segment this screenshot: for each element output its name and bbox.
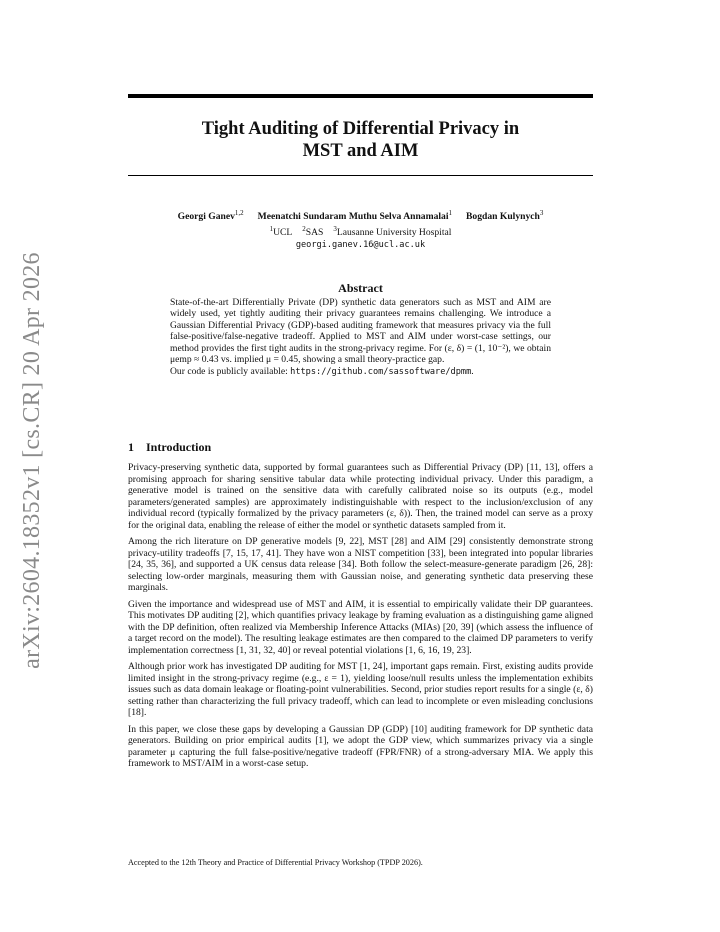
section-title: Introduction [146, 440, 212, 454]
footnote: Accepted to the 12th Theory and Practice of Differential Privacy Workshop (TPDP 2026). [128, 858, 423, 867]
author-1: Georgi Ganev$^{1,2}$ [177, 209, 244, 223]
affiliation-3: $^3$Lausanne University Hospital [333, 225, 452, 239]
title-top-rule [128, 94, 593, 98]
intro-paragraph-1: Privacy-preserving synthetic data, supported by formal guarantees such as Differential Privacy (DP) [11, 13], offers a promising approach for sharing sensitive tabular data while protecting individual privacy. Under this paradigm, a generative model is trained on the sensitive data with carefully calibrated noise so its outputs (e.g., model parameters/generated samples) are approximately indistinguishable with respect to the inclusion/exclusion of any individual record (typically formalized by the privacy parameters (ε, δ)). Then, the trained model can serve as a proxy for the original data, enabling the release of either the model or synthetic datasets sampled from it. [128, 462, 593, 531]
abstract-heading: Abstract [338, 281, 383, 295]
paper-title [128, 118, 593, 162]
code-url-link[interactable]: https://github.com/sassoftware/dpmm [290, 367, 472, 378]
author-names [128, 207, 593, 223]
introduction-body [128, 462, 593, 775]
contact-email[interactable]: georgi.ganev.16@ucl.ac.uk [295, 240, 426, 251]
intro-paragraph-2: Among the rich literature on DP generative models [9, 22], MST [28] and AIM [29] consistently demonstrate strong privacy-utility tradeoffs [7, 15, 17, 41]. They have won a NIST competition [33], been integrated into popular libraries [24, 35, 36], and supported a UK census data release [34]. Both follow the select-measure-generate paradigm [26, 28]: selecting low-order marginals, measuring them with Gaussian noise, and generating synthetic data preserving these marginals. [128, 536, 593, 593]
affiliation-2: $^2$SAS [302, 225, 324, 239]
title-line-1: Tight Auditing of Differential Privacy in [201, 119, 520, 139]
title-bottom-rule [128, 175, 593, 176]
intro-paragraph-5: In this paper, we close these gaps by developing a Gaussian DP (GDP) [10] auditing framework for DP synthetic data generators. Building on prior empirical audits [1], we adopt the GDP view, which summarizes privacy via a single parameter μ capturing the full false-positive/negative tradeoff (FPR/FNR) of a strong-adversary MIA. We apply this framework to MST/AIM in a worst-case setup. [128, 723, 593, 769]
author-3: Bogdan Kulynych$^3$ [466, 209, 544, 223]
abstract-code-line: Our code is publicly available: https://github.com/sassoftware/dpmm. [170, 366, 474, 378]
arxiv-stamp-text: arXiv:2604.18352v1 [cs.CR] 20 Apr 2026 [18, 251, 45, 669]
section-number: 1 [128, 440, 134, 454]
title-line-2: MST and AIM [302, 141, 419, 161]
arxiv-stamp [4, 251, 60, 669]
abstract [170, 297, 551, 379]
author-2: Meenatchi Sundaram Muthu Selva Annamalai$^1$ [257, 209, 453, 223]
section-heading [128, 440, 211, 455]
affiliations [128, 223, 593, 239]
intro-paragraph-4: Although prior work has investigated DP auditing for MST [1, 24], important gaps remain. First, existing audits provide limited insight in the strong-privacy regime (e.g., ε = 1), yielding loose/null results unless the implementation exhibits issues such as data domain leakage or floating-point vulnerabilities. Second, prior studies report results for a single (ε, δ) setting rather than characterizing the full privacy tradeoff, which can lead to incomplete or even misleading conclusions [18]. [128, 661, 593, 718]
abstract-text: State-of-the-art Differentially Private (DP) synthetic data generators such as MST and AIM are widely used, yet tightly auditing their privacy guarantees remains challenging. We introduce a Gaussian Differential Privacy (GDP)-based auditing framework that measures privacy via the full false-positive/false-negative tradeoff. Applied to MST and AIM under worst-case settings, our method provides the first tight audits in the strong-privacy regime. For (ε, δ) = (1, 10⁻²), we obtain μemp ≈ 0.43 vs. implied μ = 0.45, showing a small theory-practice gap. [170, 297, 551, 366]
affiliation-1: $^1$UCL [269, 225, 293, 239]
intro-paragraph-3: Given the importance and widespread use of MST and AIM, it is essential to empirically validate their DP guarantees. This motivates DP auditing [2], which quantifies privacy leakage by framing evaluation as a distinguishing game aligned with the DP definition, often realized via Membership Inference Attacks (MIAs) [20, 39] (which assess the influence of a target record on the model). The resulting leakage estimates are then compared to the claimed DP parameters to verify implementation correctness [1, 31, 32, 40] or reveal potential violations [1, 6, 16, 19, 23]. [128, 598, 593, 656]
author-block [128, 207, 593, 251]
